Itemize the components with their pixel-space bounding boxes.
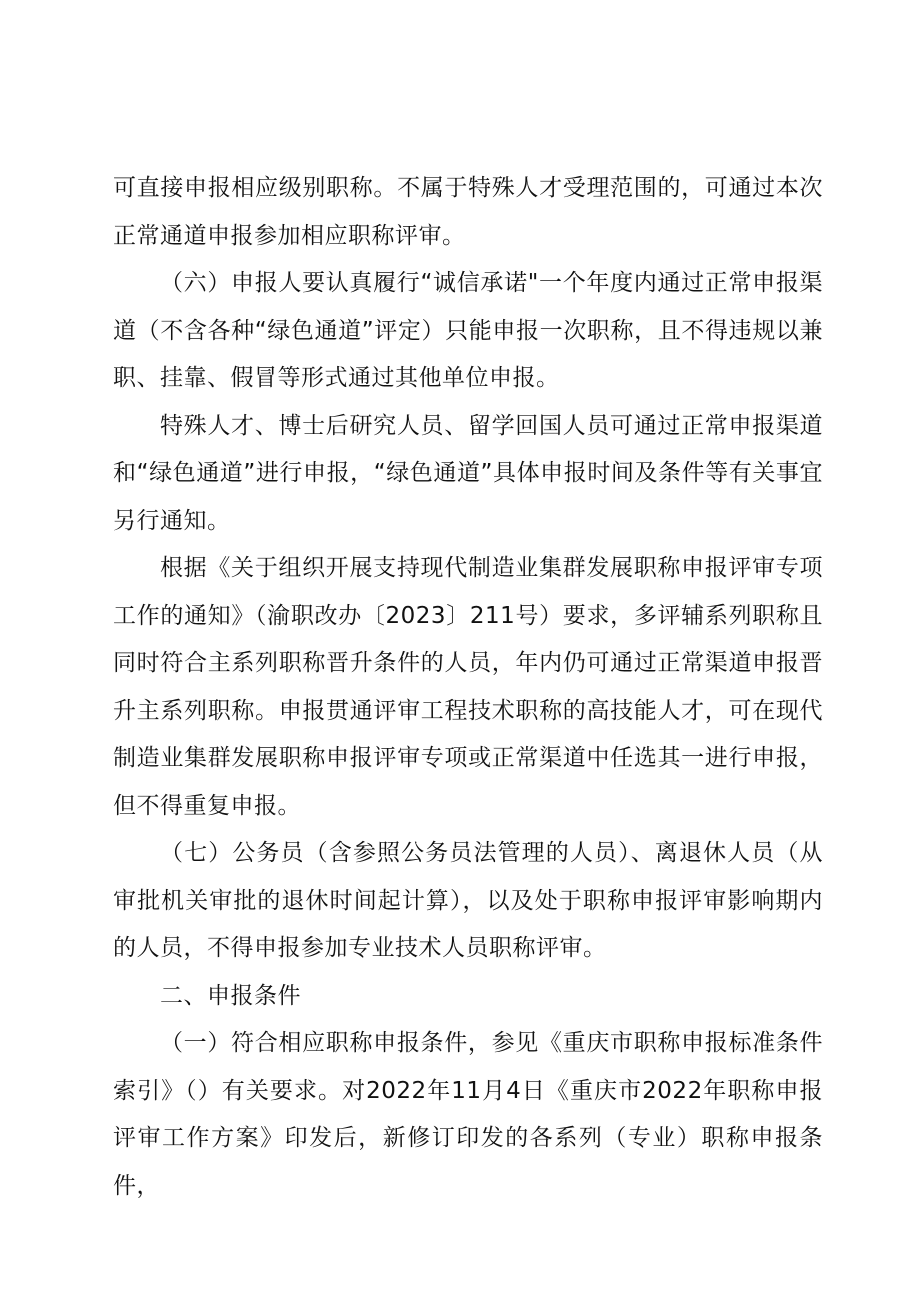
paragraph-item-7-exclusions: （七）公务员（含参照公务员法管理的人员）、离退休人员（从审批机关审批的退休时间起计算），以及处于职称申报评审影响期内的人员，不得申报参加专业技术人员职称评审。: [113, 840, 823, 961]
document-body: [113, 165, 823, 1210]
paragraph-item-6-integrity: （六）申报人要认真履行“诚信承诺"一个年度内通过正常申报渠道（不含各种“绿色通道”评定）只能申报一次职称，且不得违规以兼职、挂靠、假冒等形式通过其他单位申报。: [113, 270, 823, 391]
paragraph-condition-1: （一）符合相应职称申报条件，参见《重庆市职称申报标准条件索引》（）有关要求。对2022年11月4日《重庆市2022年职称申报评审工作方案》印发后，新修订印发的各系列（专业）职称申报条件，: [113, 1030, 823, 1199]
paragraph-special-talent: 特殊人才、博士后研究人员、留学回国人员可通过正常申报渠道和“绿色通道”进行申报，“绿色通道”具体申报时间及条件等有关事宜另行通知。: [113, 412, 823, 534]
paragraph-continuation: 可直接申报相应级别职称。不属于特殊人才受理范围的，可通过本次正常通道申报参加相应职称评审。: [113, 175, 823, 249]
paragraph-manufacturing-cluster: 根据《关于组织开展支持现代制造业集群发展职称申报评审专项工作的通知》（渝职改办〔2023〕211号）要求，多评辅系列职称且同时符合主系列职称晋升条件的人员，年内仍可通过正常渠道申报晋升主系列职称。申报贯通评审工程技术职称的高技能人才，可在现代制造业集群发展职称申报评审专项或正常渠道中任选其一进行申报，但不得重复申报。: [113, 555, 823, 819]
section-heading-application-conditions: 二、申报条件: [160, 982, 301, 1009]
